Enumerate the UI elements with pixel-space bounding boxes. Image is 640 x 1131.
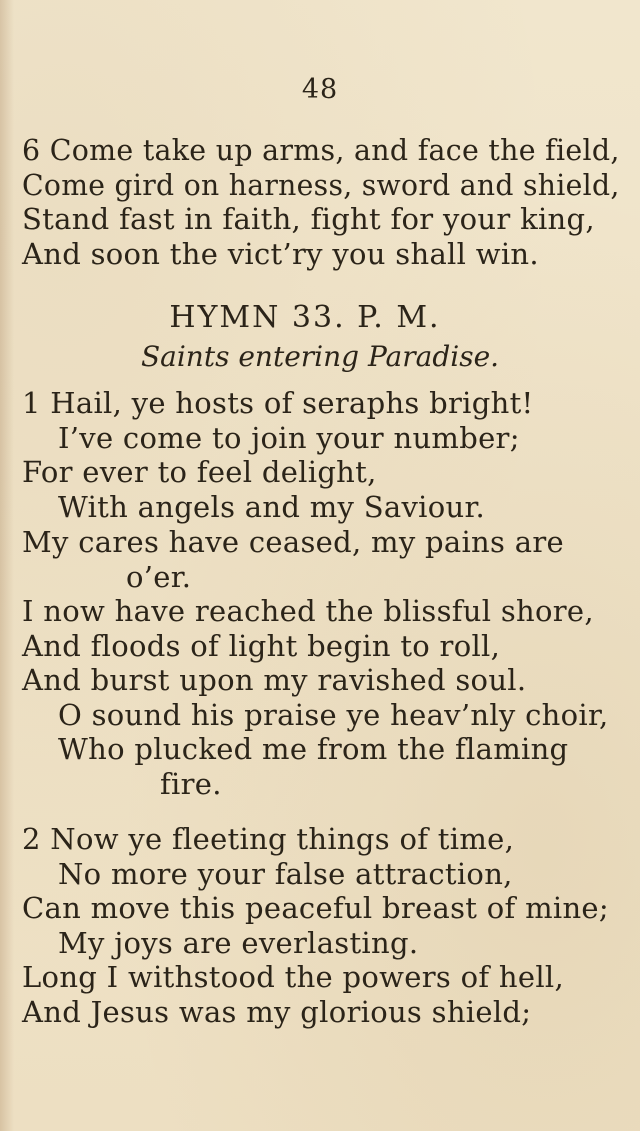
verse-2-line-5: Long I withstood the powers of hell, [22,960,565,994]
verse-1-line-3: For ever to feel delight, [22,455,377,489]
verse-2-line-3: Can move this peaceful breast of mine; [22,891,609,925]
verse-2-line-4: My joys are everlasting. [58,926,419,960]
verse-1-line-4: With angels and my Saviour. [58,490,485,524]
verse-1-line-12: fire. [160,767,222,801]
verse-1-line-5: My cares have ceased, my pains are [22,525,564,559]
verse-1-line-9: And burst upon my ravished soul. [22,663,527,697]
verse-1-line-2: I’ve come to join your number; [58,421,520,455]
hymn-title: HYMN 33. P. M. [169,300,441,335]
verse-1-line-7: I now have reached the blissful shore, [22,594,594,628]
verse-2-line-6: And Jesus was my glorious shield; [22,995,532,1029]
verse-1-line-1: 1 Hail, ye hosts of seraphs bright! [22,386,534,420]
verse-2-line-1: 2 Now ye fleeting things of time, [22,822,515,856]
hymn-subtitle: Saints entering Paradise. [140,340,500,373]
verse-1-line-6: o’er. [126,560,192,594]
verse-6-line-2: Come gird on harness, sword and shield, [22,168,620,202]
verse-6-line-4: And soon the vict’ry you shall win. [22,237,539,271]
verse-1-line-11: Who plucked me from the flaming [58,732,569,766]
verse-6-line-3: Stand fast in faith, fight for your king, [22,202,595,236]
verse-2-line-2: No more your false attraction, [58,857,513,891]
verse-1-line-10: O sound his praise ye heav’nly choir, [58,698,609,732]
page-edge-shadow [0,0,14,1131]
verse-1-line-8: And floods of light begin to roll, [22,629,501,663]
verse-6-line-1: 6 Come take up arms, and face the field, [22,133,620,167]
page-number: 48 [301,74,339,105]
